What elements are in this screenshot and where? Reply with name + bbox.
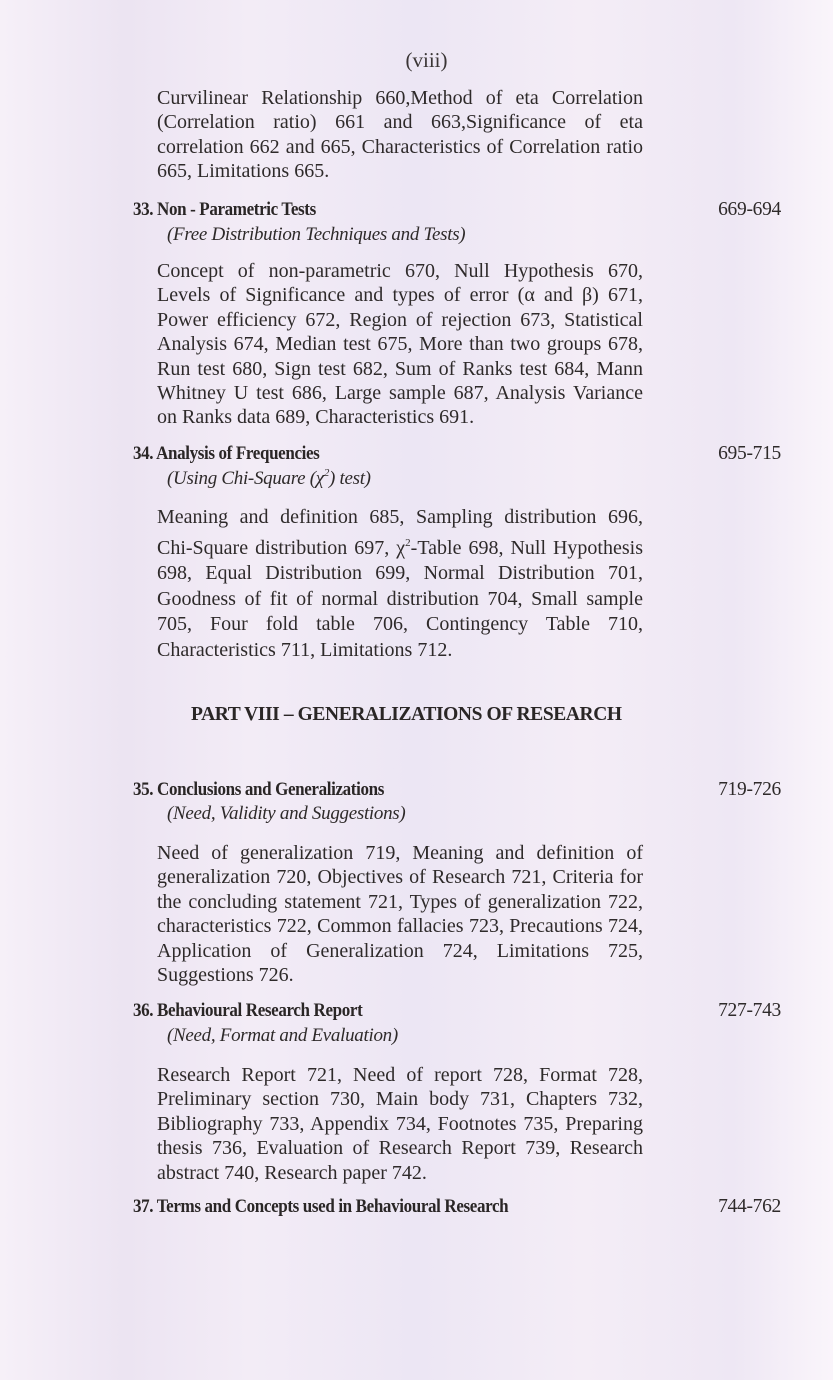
chapter-33-title: 33. Non - Parametric Tests — [133, 200, 316, 220]
chapter-33-heading — [133, 200, 783, 221]
chapter-36-page-range: 727-743 — [718, 1000, 781, 1021]
chapter-33-page-range: 669-694 — [718, 199, 781, 220]
superscript: 2 — [323, 467, 330, 479]
chapter-35-title: 35. Conclusions and Generalizations — [133, 780, 384, 800]
chapter-33-topics: Concept of non-parametric 670, Null Hypothesis 670, Levels of Significance and types of error (α and β) 671, Power efficiency 672, Region of rejection 673, Statistical Analysis 674, Median test 675, More than two groups 678, Run test 680, Sign test 682, Sum of Ranks test 684, Mann Whitney U test 686, Large sample 687, Analysis Variance on Ranks data 689, Characteristics 691. — [157, 260, 643, 429]
chapter-35-subtitle: (Need, Validity and Suggestions) — [167, 803, 406, 824]
chapter-35-heading — [133, 780, 783, 801]
chapter-33-subtitle: (Free Distribution Techniques and Tests) — [167, 224, 466, 245]
chapter-35-topics: Need of generalization 719, Meaning and definition of generalization 720, Objectives of Research 721, Criteria for the concluding statement 721, Types of generalization 722, characteristics 722, Common fallacies 723, Precautions 724, Application of Generalization 724, Limitations 725, Suggestions 726. — [157, 842, 643, 987]
chapter-36-heading — [133, 1001, 783, 1022]
chapter-37-page-range: 744-762 — [718, 1196, 781, 1217]
chapter-37-title: 37. Terms and Concepts used in Behavioural Research — [133, 1197, 509, 1217]
chapter-34-heading — [133, 444, 783, 465]
chapter-34-title: 34. Analysis of Frequencies — [133, 444, 320, 464]
chapter-34-subtitle — [167, 467, 371, 490]
chapter-34-page-range: 695-715 — [718, 443, 781, 464]
topics-text: -Table 698, Null Hypothesis 698, Equal Distribution 699, Normal Distribution 701, Goodness of fit of normal distribution 704, Small sample 705, Four fold table 706, Contingency Table 710, Characteristics 711, Limitations 712. — [157, 536, 643, 661]
page-number: (viii) — [405, 48, 448, 72]
superscript: 2 — [405, 536, 411, 549]
topics-text: Meaning and definition 685, Sampling distribution 696, Chi-Square distribution 697, χ — [157, 506, 643, 559]
chapter-34-topics — [157, 505, 643, 664]
chapter-36-topics: Research Report 721, Need of report 728, Format 728, Preliminary section 730, Main body 731, Chapters 732, Bibliography 733, Appendix 734, Footnotes 735, Preparing thesis 736, Evaluation of Research Report 739, Research abstract 740, Research paper 742. — [157, 1064, 643, 1184]
chapter-36-subtitle: (Need, Format and Evaluation) — [167, 1025, 398, 1046]
subtitle-text: (Using Chi-Square (χ — [167, 468, 324, 489]
chapter-36-title: 36. Behavioural Research Report — [133, 1001, 363, 1021]
chapter-35-page-range: 719-726 — [718, 779, 781, 800]
intro-paragraph: Curvilinear Relationship 660,Method of eta Correlation (Correlation ratio) 661 and 663,Significance of eta correlation 662 and 665, Characteristics of Correlation ratio 665, Limitations 665. — [157, 87, 643, 183]
part-viii-heading: PART VIII – GENERALIZATIONS OF RESEARCH — [191, 704, 622, 725]
chapter-37-heading — [133, 1197, 783, 1218]
subtitle-text: ) test) — [329, 468, 371, 489]
